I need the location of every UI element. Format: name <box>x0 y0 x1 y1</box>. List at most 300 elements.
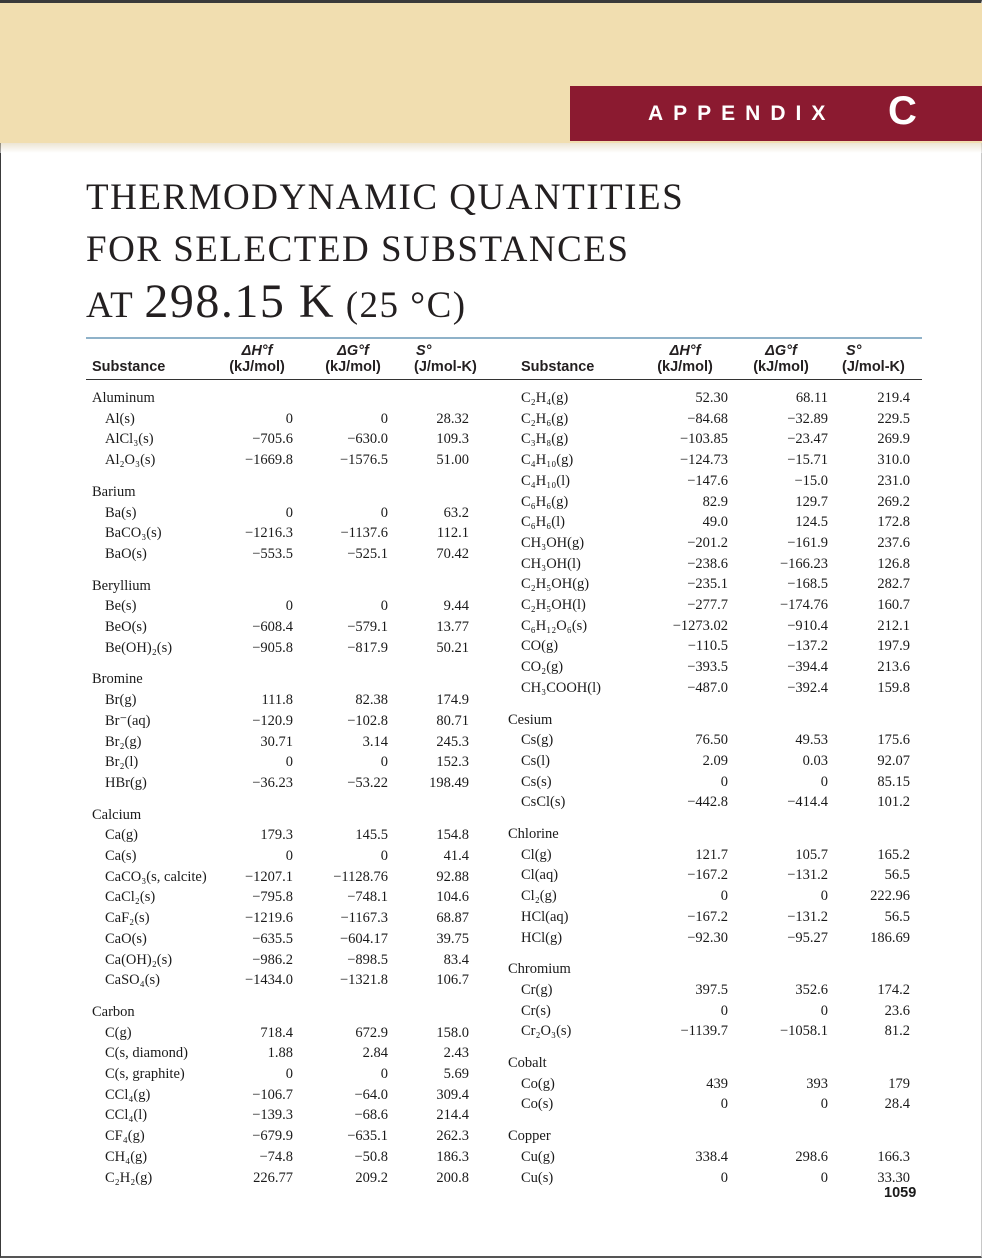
gibbs-value: −394.4 <box>787 659 828 676</box>
entropy-value: 28.32 <box>436 410 469 427</box>
enthalpy-value: −36.23 <box>252 774 293 791</box>
gibbs-value: 672.9 <box>355 1024 388 1041</box>
entropy-value: 160.7 <box>877 597 910 613</box>
gibbs-value: 0 <box>380 754 388 771</box>
enthalpy-value: −608.4 <box>252 619 293 635</box>
table-row <box>502 636 922 656</box>
table-row <box>502 1168 922 1188</box>
gibbs-value: 393 <box>806 1075 828 1092</box>
substance-name: Cr₂O₃(s) <box>521 1023 572 1040</box>
table-row <box>502 429 922 449</box>
enthalpy-value: −238.6 <box>687 555 728 572</box>
page-number: 1059 <box>884 1185 917 1201</box>
right-column <box>502 388 922 1188</box>
enthalpy-value: 0 <box>285 598 293 615</box>
table-row <box>86 1064 506 1084</box>
page-title-line2: FOR SELECTED SUBSTANCES <box>86 229 630 270</box>
table-row <box>502 980 922 1000</box>
substance-name: CH₃OH(l) <box>521 555 581 572</box>
entropy-value: 41.4 <box>443 848 469 864</box>
gibbs-value: −630.0 <box>347 431 388 448</box>
enthalpy-value: −795.8 <box>252 889 293 906</box>
gibbs-value: −525.1 <box>347 545 388 562</box>
enthalpy-value: −74.8 <box>259 1148 293 1165</box>
enthalpy-value: 0 <box>285 504 293 521</box>
enthalpy-value: −167.2 <box>687 908 728 925</box>
table-row <box>86 846 506 866</box>
gibbs-value: −68.6 <box>354 1107 388 1124</box>
table-group-heading <box>86 1002 506 1022</box>
enthalpy-value: −103.85 <box>679 431 728 448</box>
gibbs-value: −1128.76 <box>333 868 388 885</box>
gibbs-value: −392.4 <box>787 679 828 696</box>
entropy-value: 174.9 <box>436 692 469 709</box>
gibbs-value: −1058.1 <box>779 1023 828 1040</box>
substance-name: Cs(l) <box>521 752 550 769</box>
enthalpy-value: −1207.1 <box>244 868 293 885</box>
entropy-value: 262.3 <box>436 1128 469 1145</box>
entropy-value: 231.0 <box>877 472 910 489</box>
enthalpy-value: −106.7 <box>252 1086 293 1103</box>
entropy-value: 33.30 <box>877 1169 910 1186</box>
enthalpy-value: 2.09 <box>702 752 728 769</box>
table-header-rule <box>86 379 922 380</box>
enthalpy-value: −120.9 <box>252 712 293 729</box>
entropy-value: 56.5 <box>884 867 910 884</box>
entropy-value: 245.3 <box>436 733 469 750</box>
gibbs-value: −131.2 <box>787 908 828 925</box>
entropy-value: 85.15 <box>877 773 910 790</box>
entropy-value: 175.6 <box>877 732 910 749</box>
entropy-value: 219.4 <box>877 390 910 406</box>
enthalpy-value: −1434.0 <box>244 972 293 989</box>
enthalpy-value: 76.50 <box>695 732 728 749</box>
enthalpy-value: 1.88 <box>267 1045 293 1062</box>
appendix-letter: C <box>888 89 917 133</box>
gibbs-value: 68.11 <box>795 390 828 406</box>
enthalpy-value: 0 <box>720 888 728 905</box>
entropy-value: 222.96 <box>870 888 910 905</box>
gibbs-value: 0 <box>380 504 388 521</box>
enthalpy-value: 179.3 <box>260 827 293 844</box>
enthalpy-value: −986.2 <box>252 951 293 968</box>
header-dg-symbol: ΔG°f <box>337 343 369 359</box>
enthalpy-value: −705.6 <box>252 431 293 448</box>
enthalpy-value: 0 <box>285 754 293 771</box>
table-group-heading <box>86 388 506 408</box>
entropy-value: 2.43 <box>443 1045 469 1062</box>
enthalpy-value: −679.9 <box>252 1128 293 1145</box>
table-row <box>86 773 506 793</box>
enthalpy-value: −277.7 <box>687 597 728 613</box>
table-row <box>86 690 506 710</box>
left-column <box>86 388 506 1188</box>
table-row <box>86 409 506 429</box>
substance-name: C(g) <box>105 1024 132 1041</box>
gibbs-value: −50.8 <box>354 1148 388 1165</box>
table-row <box>86 1105 506 1125</box>
entropy-value: 237.6 <box>877 534 910 551</box>
enthalpy-value: −167.2 <box>687 867 728 884</box>
entropy-value: 92.07 <box>877 752 910 769</box>
gibbs-value: −15.71 <box>787 452 828 469</box>
entropy-value: 154.8 <box>436 827 469 844</box>
gibbs-value: −53.22 <box>347 774 388 791</box>
gibbs-value: −817.9 <box>347 639 388 656</box>
header-band-shadow <box>0 143 982 153</box>
table-group-heading <box>502 1053 922 1073</box>
enthalpy-value: 338.4 <box>695 1148 728 1165</box>
substance-name: C₆H₆(l) <box>521 514 565 531</box>
substance-name: Br(g) <box>105 692 137 709</box>
table-row <box>502 1094 922 1114</box>
entropy-value: 309.4 <box>436 1086 469 1103</box>
substance-name: C(s, diamond) <box>105 1045 188 1062</box>
table-row <box>502 1021 922 1041</box>
enthalpy-value: −110.5 <box>687 638 728 655</box>
table-row <box>86 617 506 637</box>
enthalpy-value: −139.3 <box>252 1107 293 1124</box>
entropy-value: 23.6 <box>884 1002 910 1019</box>
substance-name: CH₃OH(g) <box>521 534 585 551</box>
substance-name: C(s, graphite) <box>105 1066 185 1082</box>
gibbs-value: −64.0 <box>354 1086 388 1103</box>
enthalpy-value: 0 <box>720 1169 728 1186</box>
substance-name: CaSO₄(s) <box>105 972 160 989</box>
gibbs-value: 0 <box>380 848 388 864</box>
entropy-value: 104.6 <box>436 889 469 906</box>
entropy-value: 63.2 <box>443 504 469 521</box>
table-row <box>86 1147 506 1167</box>
table-row <box>502 492 922 512</box>
substance-name: Cl₂(g) <box>521 888 557 905</box>
table-top-rule <box>86 337 922 339</box>
entropy-value: 68.87 <box>436 910 469 927</box>
entropy-value: 172.8 <box>877 514 910 531</box>
appendix-banner <box>570 86 982 141</box>
header-s-unit: (J/mol-K) <box>414 359 477 375</box>
table-row <box>502 409 922 429</box>
substance-name: Co(s) <box>521 1096 554 1113</box>
gibbs-value: 352.6 <box>795 981 828 998</box>
table-row <box>86 711 506 731</box>
substance-name: Cr(g) <box>521 981 553 998</box>
entropy-value: 186.69 <box>870 929 910 946</box>
substance-name: Cl(aq) <box>521 867 559 884</box>
table-row <box>86 523 506 543</box>
group-label: Cobalt <box>508 1055 547 1071</box>
enthalpy-value: −553.5 <box>252 545 293 562</box>
gibbs-value: −166.23 <box>779 555 828 572</box>
substance-name: C₂H₂(g) <box>105 1169 153 1186</box>
entropy-value: 70.42 <box>436 545 469 562</box>
entropy-value: 229.5 <box>877 410 910 427</box>
group-label: Aluminum <box>92 390 155 406</box>
header-dh-unit: (kJ/mol) <box>229 359 285 375</box>
gibbs-value: −1137.6 <box>340 525 388 542</box>
table-row <box>502 907 922 927</box>
substance-name: Al₂O₃(s) <box>105 452 156 469</box>
entropy-value: 165.2 <box>877 846 910 863</box>
substance-name: Ba(s) <box>105 504 137 521</box>
group-label: Cesium <box>508 711 553 728</box>
substance-name: Cu(g) <box>521 1148 555 1165</box>
gibbs-value: −1167.3 <box>340 910 388 927</box>
enthalpy-value: −442.8 <box>687 794 728 811</box>
entropy-value: 269.9 <box>877 431 910 448</box>
substance-name: Cr(s) <box>521 1002 551 1019</box>
gibbs-value: 0 <box>820 1096 828 1113</box>
enthalpy-value: 30.71 <box>260 733 293 750</box>
gibbs-value: −131.2 <box>787 867 828 884</box>
appendix-label: APPENDIX <box>648 102 836 125</box>
enthalpy-value: 111.8 <box>261 692 293 709</box>
enthalpy-value: 718.4 <box>260 1024 293 1041</box>
substance-name: C₂H₅OH(g) <box>521 576 590 593</box>
header-dg-unit: (kJ/mol) <box>325 359 381 375</box>
group-label: Chlorine <box>508 826 559 842</box>
table-row <box>502 574 922 594</box>
entropy-value: 159.8 <box>877 679 910 696</box>
table-row <box>502 512 922 532</box>
title-celsius: (25 °C) <box>334 285 467 326</box>
substance-name: CsCl(s) <box>521 794 566 811</box>
table-row <box>502 471 922 491</box>
substance-name: CH₃COOH(l) <box>521 679 601 696</box>
gibbs-value: −635.1 <box>347 1128 388 1145</box>
gibbs-value: 82.38 <box>355 692 388 709</box>
entropy-value: 158.0 <box>436 1024 469 1041</box>
enthalpy-value: −393.5 <box>687 659 728 676</box>
enthalpy-value: −905.8 <box>252 639 293 656</box>
enthalpy-value: 0 <box>285 1066 293 1082</box>
table-row <box>86 887 506 907</box>
gibbs-value: 49.53 <box>795 732 828 749</box>
gibbs-value: 3.14 <box>362 733 388 750</box>
table-row <box>86 596 506 616</box>
gibbs-value: −168.5 <box>787 576 828 593</box>
header-s-symbol: S° <box>416 343 432 359</box>
gibbs-value: 124.5 <box>795 514 828 531</box>
table-row <box>86 950 506 970</box>
entropy-value: 152.3 <box>436 754 469 771</box>
header-substance-left: Substance <box>92 359 166 375</box>
gibbs-value: 0 <box>820 888 828 905</box>
gibbs-value: −748.1 <box>347 889 388 906</box>
enthalpy-value: −635.5 <box>252 930 293 947</box>
gibbs-value: −1576.5 <box>339 452 388 469</box>
gibbs-value: −102.8 <box>347 712 388 729</box>
group-label: Chromium <box>508 961 571 978</box>
gibbs-value: −32.89 <box>787 410 828 427</box>
table-row <box>502 388 922 408</box>
gibbs-value: 0 <box>820 1002 828 1019</box>
substance-name: CaO(s) <box>105 930 147 947</box>
table-row <box>86 908 506 928</box>
gibbs-value: 0 <box>380 1066 388 1082</box>
enthalpy-value: −84.68 <box>687 410 728 427</box>
entropy-value: 179 <box>888 1075 910 1092</box>
substance-name: C₃H₈(g) <box>521 431 569 448</box>
substance-name: C₂H₅OH(l) <box>521 597 586 613</box>
table-row <box>502 1001 922 1021</box>
substance-name: Cs(s) <box>521 773 552 790</box>
substance-name: HBr(g) <box>105 774 147 791</box>
enthalpy-value: 82.9 <box>702 493 728 510</box>
entropy-value: 50.21 <box>436 639 469 656</box>
table-row <box>502 865 922 885</box>
table-row <box>86 638 506 658</box>
substance-name: CCl₄(l) <box>105 1107 148 1124</box>
entropy-value: 214.4 <box>436 1107 469 1124</box>
header-dg-unit: (kJ/mol) <box>753 359 809 375</box>
table-row <box>502 1147 922 1167</box>
entropy-value: 269.2 <box>877 493 910 510</box>
header-dg-right <box>736 343 826 375</box>
table-row <box>86 1023 506 1043</box>
entropy-value: 83.4 <box>443 951 469 968</box>
table-row <box>86 732 506 752</box>
substance-name: C₆H₆(g) <box>521 493 569 510</box>
substance-name: CF₄(g) <box>105 1128 145 1145</box>
header-s-symbol: S° <box>846 343 862 359</box>
header-dh-right <box>640 343 730 375</box>
gibbs-value: 2.84 <box>362 1045 388 1062</box>
header-dg-left <box>308 343 398 375</box>
gibbs-value: 209.2 <box>355 1169 388 1186</box>
substance-name: BaO(s) <box>105 545 147 562</box>
table-row <box>502 678 922 698</box>
enthalpy-value: 439 <box>706 1075 728 1092</box>
substance-name: Cl(g) <box>521 846 552 863</box>
entropy-value: 51.00 <box>436 452 469 469</box>
substance-name: Ca(g) <box>105 827 139 844</box>
substance-name: CaCl₂(s) <box>105 889 156 906</box>
enthalpy-value: 121.7 <box>695 846 728 863</box>
gibbs-value: −1321.8 <box>339 972 388 989</box>
entropy-value: 101.2 <box>877 794 910 811</box>
header-substance-right: Substance <box>521 359 595 375</box>
enthalpy-value: 0 <box>720 773 728 790</box>
group-label: Carbon <box>92 1003 135 1020</box>
entropy-value: 9.44 <box>443 598 469 615</box>
substance-name: BaCO₃(s) <box>105 525 162 542</box>
enthalpy-value: −147.6 <box>687 472 728 489</box>
substance-name: Cs(g) <box>521 732 554 749</box>
table-group-heading <box>502 1126 922 1146</box>
header-s-unit: (J/mol-K) <box>842 359 905 375</box>
enthalpy-value: −124.73 <box>679 452 728 469</box>
entropy-value: 213.6 <box>877 659 910 676</box>
substance-name: C₄H₁₀(l) <box>521 472 570 489</box>
substance-name: HCl(aq) <box>521 908 569 925</box>
enthalpy-value: 397.5 <box>695 981 728 998</box>
enthalpy-value: −1139.7 <box>680 1023 728 1040</box>
table-row <box>502 595 922 615</box>
table-group-heading <box>502 710 922 730</box>
entropy-value: 186.3 <box>436 1148 469 1165</box>
substance-name: CH₄(g) <box>105 1148 148 1165</box>
enthalpy-value: −1669.8 <box>244 452 293 469</box>
substance-name: CO₂(g) <box>521 659 564 676</box>
entropy-value: 5.69 <box>443 1066 469 1082</box>
entropy-value: 39.75 <box>436 930 469 947</box>
entropy-value: 197.9 <box>877 638 910 655</box>
table-row <box>86 970 506 990</box>
enthalpy-value: 0 <box>720 1002 728 1019</box>
substance-name: Br₂(l) <box>105 754 139 771</box>
page-title-line3 <box>86 274 467 329</box>
table-row <box>86 429 506 449</box>
table-row <box>502 730 922 750</box>
header-dg-symbol: ΔG°f <box>765 343 797 359</box>
substance-name: Ca(s) <box>105 848 137 864</box>
substance-name: Be(OH)₂(s) <box>105 639 173 656</box>
gibbs-value: −161.9 <box>787 534 828 551</box>
table-group-heading <box>86 576 506 596</box>
substance-name: Al(s) <box>105 410 135 427</box>
entropy-value: 56.5 <box>884 908 910 925</box>
table-row <box>502 1074 922 1094</box>
substance-name: BeO(s) <box>105 619 147 635</box>
gibbs-value: 0 <box>820 1169 828 1186</box>
header-s-left <box>396 343 496 375</box>
entropy-value: 310.0 <box>877 452 910 469</box>
enthalpy-value: −487.0 <box>687 679 728 696</box>
substance-name: C₄H₁₀(g) <box>521 452 574 469</box>
table-group-heading <box>86 482 506 502</box>
gibbs-value: 0 <box>380 598 388 615</box>
group-label: Copper <box>508 1128 551 1145</box>
substance-name: Co(g) <box>521 1075 555 1092</box>
group-label: Bromine <box>92 671 143 688</box>
entropy-value: 106.7 <box>436 972 469 989</box>
table-row <box>86 867 506 887</box>
gibbs-value: 0.03 <box>802 752 828 769</box>
entropy-value: 28.4 <box>884 1096 910 1113</box>
gibbs-value: −15.0 <box>794 472 828 489</box>
gibbs-value: −137.2 <box>787 638 828 655</box>
table-row <box>502 792 922 812</box>
substance-name: C₂H₆(g) <box>521 410 569 427</box>
enthalpy-value: 226.77 <box>253 1169 293 1186</box>
substance-name: HCl(g) <box>521 929 563 946</box>
gibbs-value: 0 <box>380 410 388 427</box>
table-row <box>502 554 922 574</box>
gibbs-value: −579.1 <box>347 619 388 635</box>
gibbs-value: 105.7 <box>795 846 828 863</box>
enthalpy-value: 0 <box>720 1096 728 1113</box>
header-dh-left <box>212 343 302 375</box>
gibbs-value: −414.4 <box>787 794 828 811</box>
substance-name: Be(s) <box>105 598 137 615</box>
table-row <box>86 450 506 470</box>
substance-name: CaCO₃(s, calcite) <box>105 868 207 885</box>
page-title-line1: THERMODYNAMIC QUANTITIES <box>86 177 685 218</box>
substance-name: C₆H₁₂O₆(s) <box>521 617 588 634</box>
table-group-heading <box>86 669 506 689</box>
table-row <box>502 886 922 906</box>
entropy-value: 13.77 <box>436 619 469 635</box>
enthalpy-value: −201.2 <box>687 534 728 551</box>
table-row <box>502 657 922 677</box>
enthalpy-value: −1216.3 <box>244 525 293 542</box>
header-dh-symbol: ΔH°f <box>241 343 273 359</box>
group-label: Beryllium <box>92 577 151 594</box>
table-row <box>502 450 922 470</box>
table-row <box>502 751 922 771</box>
enthalpy-value: 0 <box>285 848 293 864</box>
